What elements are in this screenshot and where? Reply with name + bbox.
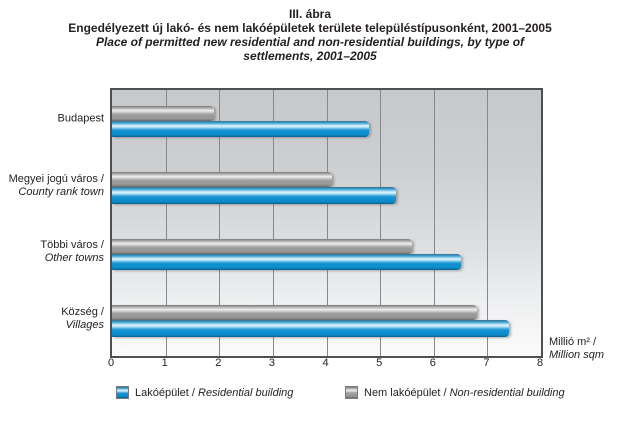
- bar-residential-megyei-jog-v-ros: [112, 187, 396, 204]
- x-axis-unit-english: Million sqm: [549, 349, 605, 361]
- figure-number: III. ábra: [288, 7, 332, 21]
- plot-area: [110, 88, 543, 358]
- bar-non-residential-megyei-jog-v-ros: [112, 172, 332, 187]
- bar-non-residential-k-zs-g: [112, 305, 477, 320]
- x-tick-label: 8: [536, 357, 544, 369]
- chart-title-english: Place of permitted new residential and non-residential buildings, by type of settlements, 2001–2005: [95, 35, 525, 63]
- x-tick-label: 2: [215, 357, 222, 369]
- bar-residential-k-zs-g: [112, 320, 509, 337]
- x-tick-label: 3: [268, 357, 275, 369]
- legend-swatch: [345, 386, 358, 399]
- legend-swatch: [116, 386, 129, 399]
- x-tick-label: 5: [376, 357, 383, 369]
- category-label: Megyei jogú város / County rank town: [8, 172, 104, 198]
- chart-title-hungarian: Engedélyezett új lakó- és nem lakóépületek területe településtípusonként, 2001–2005: [68, 21, 552, 35]
- bar-residential-t-bbi-v-ros: [112, 254, 461, 271]
- x-tick-label: 6: [429, 357, 436, 369]
- bar-non-residential-budapest: [112, 106, 214, 121]
- bar-non-residential-t-bbi-v-ros: [112, 239, 412, 254]
- legend-label: Lakóépület / Residential building: [135, 386, 294, 399]
- chart-title-block: [0, 7, 620, 63]
- x-tick-label: 0: [107, 357, 115, 369]
- legend-item: [116, 386, 293, 399]
- legend-label: Nem lakóépület / Non-residential building: [364, 386, 565, 399]
- gridline: [487, 90, 488, 356]
- x-axis-unit-label: [549, 336, 604, 362]
- x-tick-label: 4: [322, 357, 329, 369]
- x-tick-label: 1: [161, 357, 168, 369]
- x-tick-label: 7: [483, 357, 490, 369]
- legend-item: [345, 386, 565, 399]
- x-axis-unit-hungarian: Millió m² /: [549, 336, 597, 348]
- category-label: Község / Villages: [61, 305, 104, 331]
- category-label: Budapest: [57, 112, 104, 125]
- bar-residential-budapest: [112, 121, 369, 138]
- category-label: Többi város / Other towns: [40, 239, 104, 264]
